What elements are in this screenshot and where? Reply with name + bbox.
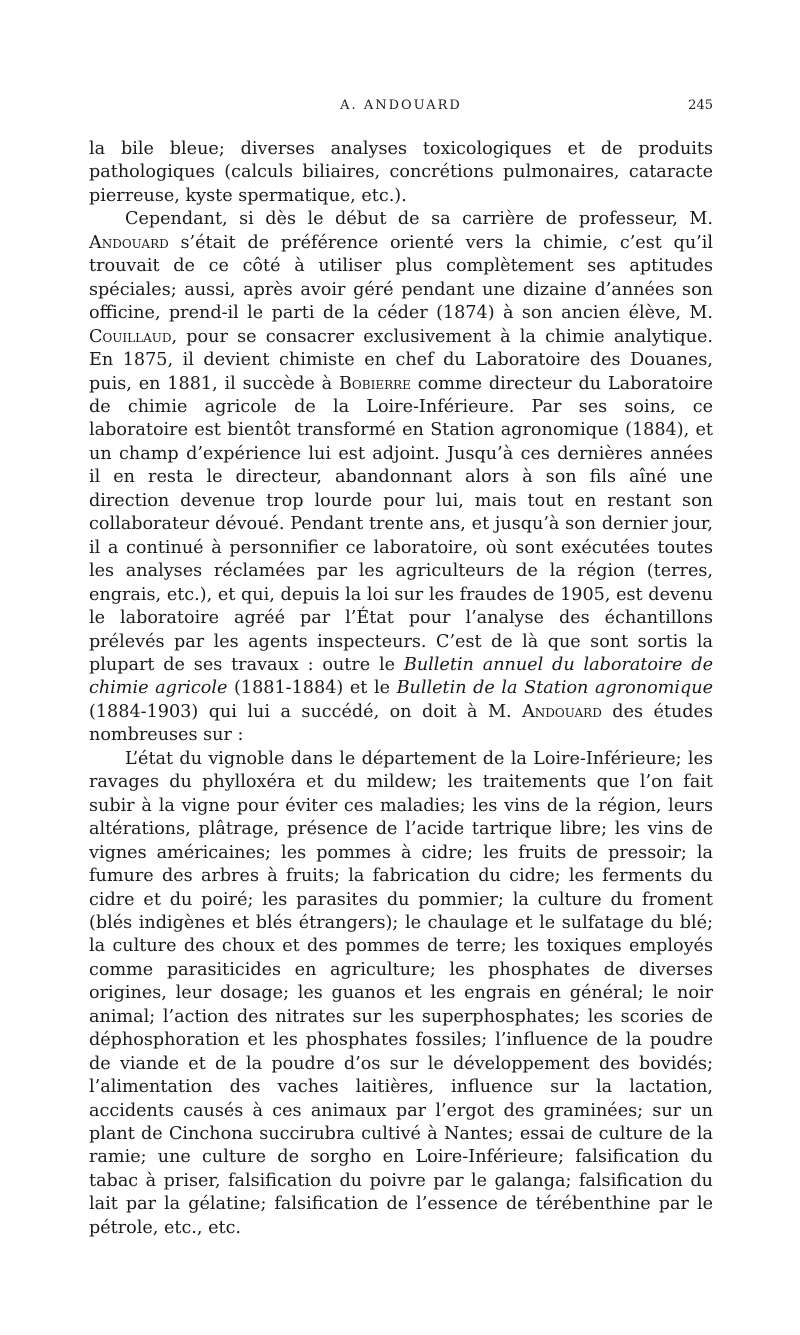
publication-title: Bulletin annuel du laboratoire de chimie agricole bbox=[89, 654, 713, 699]
page-header bbox=[89, 96, 713, 120]
text-run: des études nombreuses sur : bbox=[89, 701, 713, 746]
text-run: (1881-1884) et le bbox=[227, 678, 397, 699]
text-run: Cependant, si dès le début de sa carrière de professeur, M. bbox=[125, 209, 713, 230]
person-name: Bobierre bbox=[339, 373, 411, 394]
publication-title: Bulletin de la Station agronomique bbox=[396, 678, 713, 699]
text-run: comme directeur du Laboratoire de chimie agricole de la Loire-Inférieure. Par ses soins, ce laboratoire est bientôt transformé en Station agronomique (1884), et un champ d’expérience lui est adjoint. Jusqu’à ces dernières années il en resta le directeur, abandonnant alors à son fils aîné une direction devenue trop lourde pour lui, mais tout en restant son collaborateur dévoué. Pendant trente ans, et jusqu’à son dernier jour, il a continué à personnifier ce laboratoire, où sont exécutées toutes les analyses réclamées par les agriculteurs de la région (terres, engrais, etc.), et qui, depuis la loi sur les fraudes de 1905, est devenu le laboratoire agréé par l’État pour l’analyse des échantillons prélevés par les agents inspecteurs. C’est de là que sont sortis la plupart de ses travaux : outre le bbox=[89, 373, 713, 675]
paragraph-studies-list: L’état du vignoble dans le département de la Loire-Inférieure; les ravages du phylloxéra et du mildew; les traitements que l’on fait subir à la vigne pour éviter ces maladies; les vins de la région, leurs altérations, plâtrage, présence de l’acide tartrique libre; les vins de vignes américaines; les pommes à cidre; les fruits de pressoir; la fumure des arbres à fruits; la fabrication du cidre; les ferments du cidre et du poiré; les parasites du pommier; la culture du froment (blés indigènes et blés étrangers); le chaulage et le sulfatage du blé; la culture des choux et des pommes de terre; les toxiques employés comme parasiticides en agriculture; les phosphates de diverses origines, leur dosage; les guanos et les engrais en général; le noir animal; l’action des nitrates sur les superphosphates; les scories de déphosphoration et les phosphates fossiles; l’influence de la poudre de viande et de la poudre d’os sur le développement des bovidés; l’alimentation des vaches laitières, influence sur la lactation, accidents causés à ces animaux par l’ergot des graminées; sur un plant de Cinchona succirubra cultivé à Nantes; essai de culture de la ramie; une culture de sorgho en Loire-Inférieure; falsification du tabac à priser, falsification du poivre par le galanga; falsification du lait par la gélatine; falsification de l’essence de térébenthine par le pétrole, etc., etc. bbox=[89, 748, 713, 1238]
body-text bbox=[89, 138, 713, 1240]
paragraph-continued: la bile bleue; diverses analyses toxicologiques et de produits pathologiques (calculs biliaires, concrétions pulmonaires, cataracte pierreuse, kyste spermatique, etc.). bbox=[89, 139, 713, 206]
person-name: Couillaud bbox=[89, 326, 172, 347]
paragraph-career bbox=[89, 208, 713, 747]
page-number: 245 bbox=[688, 98, 713, 113]
person-name: Andouard bbox=[522, 701, 602, 722]
text-run: s’était de préférence orienté vers la chimie, c’est qu’il trouvait de ce côté à utiliser plus complètement ses aptitudes spéciales; aussi, après avoir géré pendant une dizaine d’années son officine, prend-il le parti de la céder (1874) à son ancien élève, M. bbox=[89, 232, 713, 324]
running-head: A. ANDOUARD bbox=[340, 98, 462, 113]
text-run: , pour se consacrer exclusivement à la chimie analytique. En 1875, il devient chimiste en chef du Laboratoire des Douanes, puis, en 1881, il succède à bbox=[89, 326, 713, 394]
text-run: (1884-1903) qui lui a succédé, on doit à M. bbox=[89, 701, 523, 722]
person-name: Andouard bbox=[89, 232, 169, 253]
